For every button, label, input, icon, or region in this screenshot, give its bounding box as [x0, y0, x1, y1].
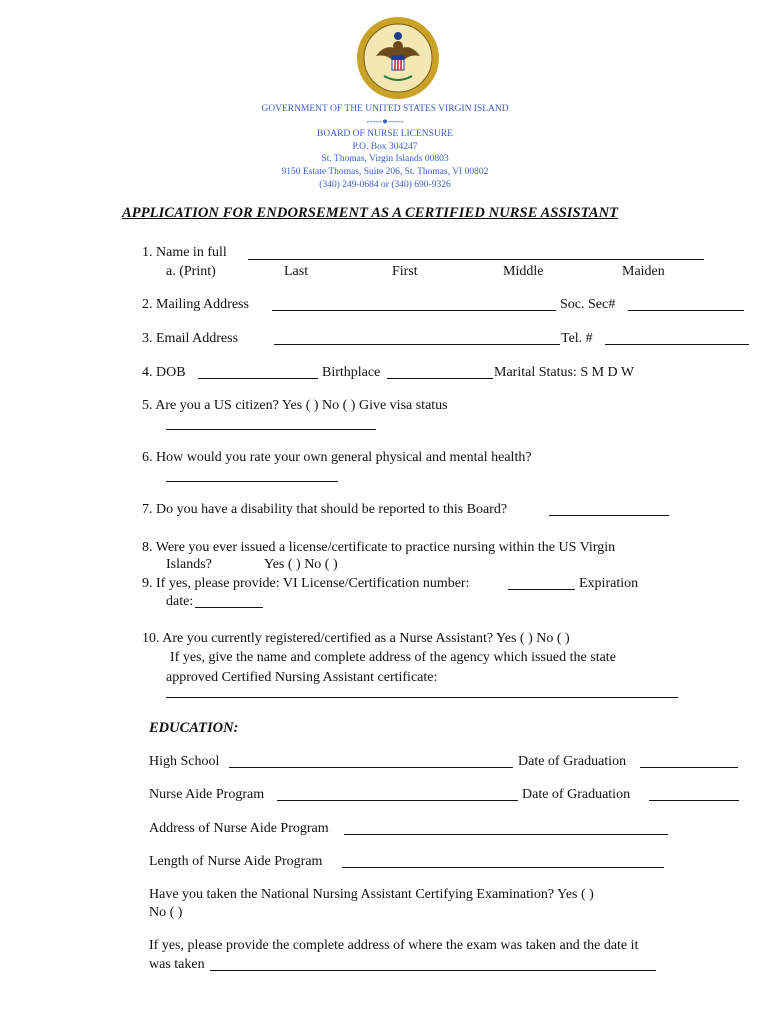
nurse-aide-program-field[interactable] [277, 800, 518, 801]
visa-status-field[interactable] [166, 429, 376, 430]
aide-program-length-field[interactable] [342, 867, 664, 868]
expiration-date-field[interactable] [195, 607, 263, 608]
exam-question[interactable]: Have you taken the National Nursing Assistant Certifying Examination? Yes ( ) [149, 887, 594, 902]
disability-field[interactable] [549, 515, 669, 516]
aide-program-address-field[interactable] [344, 834, 668, 835]
expiration-label: Expiration [579, 576, 639, 591]
q9-license-number-label: 9. If yes, please provide: VI License/Certification number: [142, 576, 470, 591]
marital-status-options[interactable]: Marital Status: S M D W [494, 365, 635, 380]
government-line: GOVERNMENT OF THE UNITED STATES VIRGIN ISLAND [261, 104, 509, 114]
q1-print-label: a. (Print) [166, 264, 216, 279]
hs-graduation-field[interactable] [640, 767, 738, 768]
q1-first-label: First [392, 264, 418, 279]
exam-taken-label: was taken [149, 957, 205, 972]
education-heading: EDUCATION: [149, 720, 239, 736]
soc-sec-field[interactable] [628, 310, 744, 311]
exam-address-field[interactable] [210, 970, 656, 971]
soc-sec-label: Soc. Sec# [560, 297, 616, 312]
q1-maiden-label: Maiden [622, 264, 665, 279]
q10-registered-question[interactable]: 10. Are you currently registered/certified as a Nurse Assistant? Yes ( ) No ( ) [142, 631, 570, 646]
nurse-aide-program-label: Nurse Aide Program [149, 787, 265, 802]
q4-dob-label: 4. DOB [142, 365, 186, 380]
dob-field[interactable] [198, 378, 318, 379]
aide-program-length-label: Length of Nurse Aide Program [149, 854, 323, 869]
q10-agency-instruction: If yes, give the name and complete address of the agency which issued the state [170, 650, 616, 665]
tel-label: Tel. # [561, 331, 593, 346]
q1-last-label: Last [284, 264, 309, 279]
exam-address-instruction: If yes, please provide the complete address of where the exam was taken and the date it [149, 938, 639, 953]
street-address: 9150 Estate Thomas, Suite 206, St. Thomas, VI 00802 [281, 166, 489, 177]
q1-name-field[interactable] [248, 259, 704, 260]
agency-header [0, 103, 770, 191]
hs-graduation-label: Date of Graduation [518, 754, 627, 769]
government-seal-icon [356, 16, 440, 100]
health-rating-field[interactable] [166, 481, 338, 482]
high-school-field[interactable] [229, 767, 513, 768]
mailing-address-field[interactable] [272, 310, 556, 311]
po-box: P.O. Box 304247 [352, 141, 418, 152]
birthplace-field[interactable] [387, 378, 493, 379]
tel-field[interactable] [605, 344, 749, 345]
q8-license-question: 8. Were you ever issued a license/certificate to practice nursing within the US Virgin [142, 540, 616, 555]
high-school-label: High School [149, 754, 220, 769]
q5-us-citizen[interactable]: 5. Are you a US citizen? Yes ( ) No ( ) Give visa status [142, 398, 448, 413]
q1-label: 1. Name in full [142, 245, 227, 260]
q3-email-label: 3. Email Address [142, 331, 239, 346]
license-number-field[interactable] [508, 589, 575, 590]
email-field[interactable] [274, 344, 560, 345]
q1-name-in-full [142, 244, 227, 262]
phone-numbers: (340) 249-0684 or (340) 690-9326 [319, 179, 451, 190]
city-line: St. Thomas, Virgin Islands 00803 [321, 154, 449, 165]
aide-program-address-label: Address of Nurse Aide Program [149, 821, 329, 836]
q1-middle-label: Middle [503, 264, 544, 279]
q10-certificate-label: approved Certified Nursing Assistant certificate: [166, 670, 438, 685]
aide-graduation-label: Date of Graduation [522, 787, 631, 802]
q7-disability-question: 7. Do you have a disability that should be reported to this Board? [142, 502, 508, 517]
q6-health-question: 6. How would you rate your own general physical and mental health? [142, 450, 532, 465]
form-title: APPLICATION FOR ENDORSEMENT AS A CERTIFIED NURSE ASSISTANT [122, 205, 619, 221]
agency-address-field[interactable] [166, 697, 678, 698]
q2-mailing-address-label: 2. Mailing Address [142, 297, 249, 312]
q8-islands-label: Islands? [166, 557, 212, 572]
expiration-date-label: date: [166, 594, 194, 609]
aide-graduation-field[interactable] [649, 800, 739, 801]
header-divider: -----●----- [366, 116, 404, 127]
birthplace-label: Birthplace [322, 365, 381, 380]
q8-yes-no-options[interactable]: Yes ( ) No ( ) [264, 557, 338, 572]
board-name: BOARD OF NURSE LICENSURE [317, 129, 453, 140]
exam-no-option[interactable]: No ( ) [149, 905, 183, 920]
